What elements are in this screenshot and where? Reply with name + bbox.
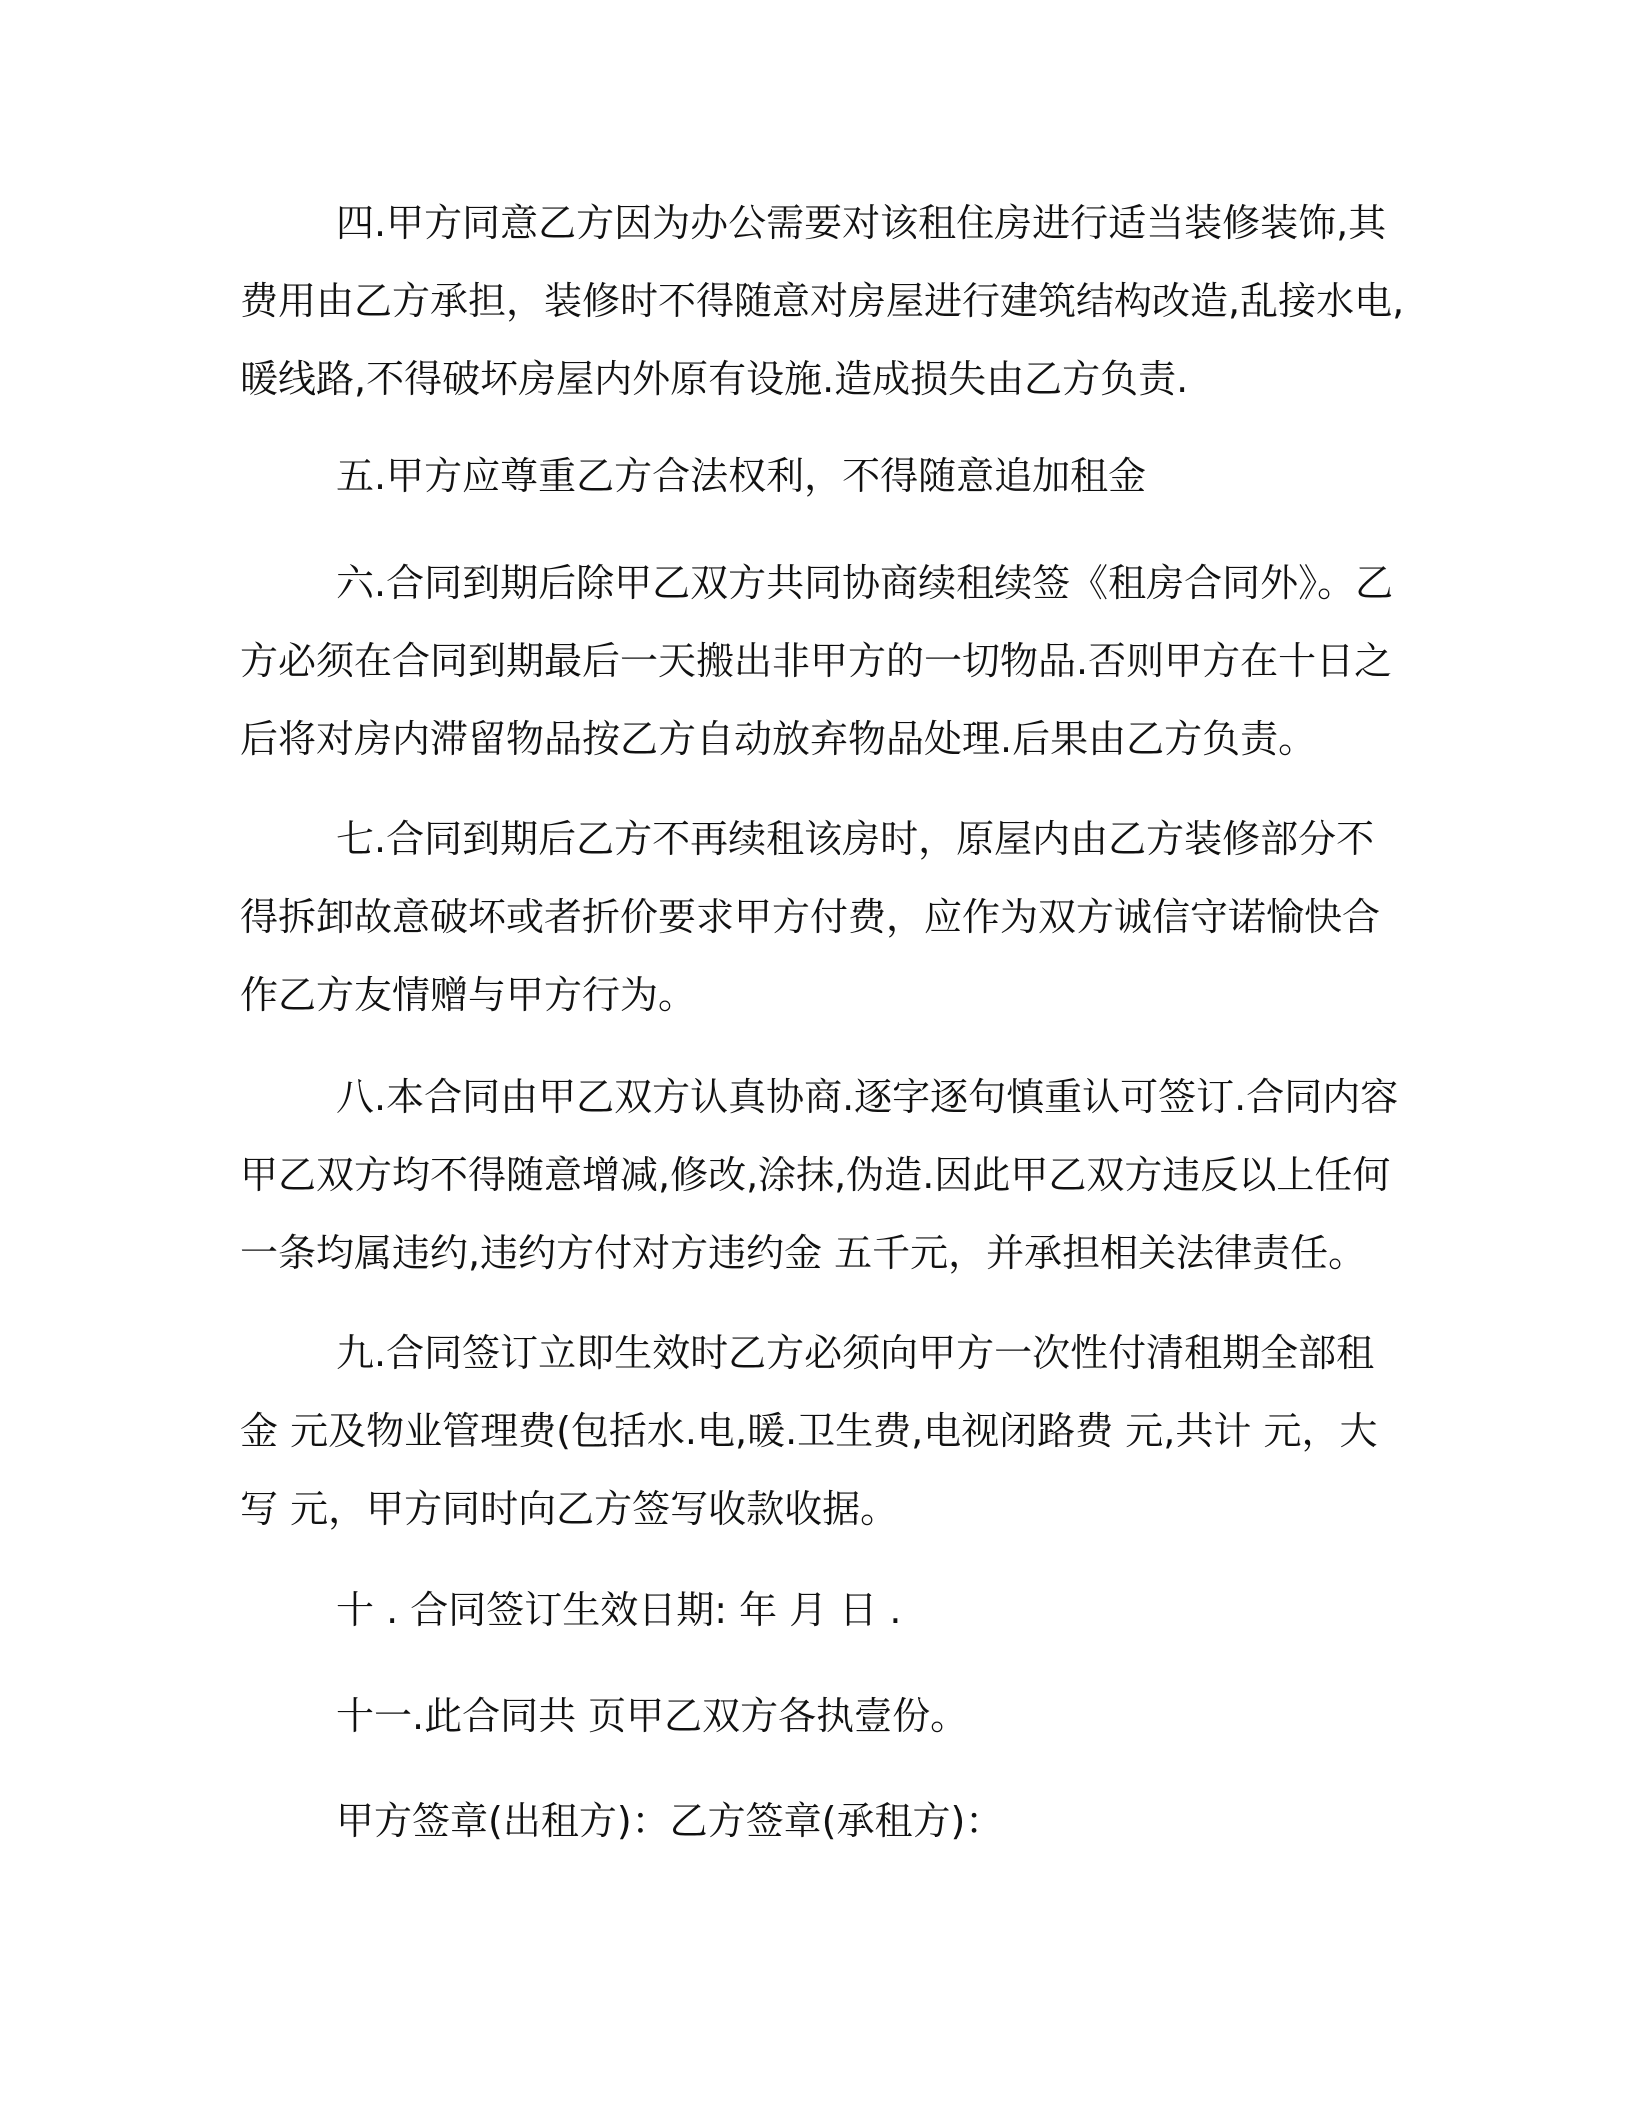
clause-6: 六.合同到期后除甲乙双方共同协商续租续签《租房合同外》。乙方必须在合同到期最后一天搬出非甲方的一切物品.否则甲方在十日之后将对房内滞留物品按乙方自动放弃物品处理.后果由乙方负责。 [240,561,1394,761]
clause-10: 十 . 合同签订生效日期: 年 月 日 . [336,1588,902,1632]
clause-5: 五.甲方应尊重乙方合法权利，不得随意追加租金 [336,454,1147,498]
clause-9: 九.合同签订立即生效时乙方必须向甲方一次性付清租期全部租金 元及物业管理费(包括水.电,暖.卫生费,电视闭路费 元,共计 元，大写 元，甲方同时向乙方签写收款收据。 [240,1331,1378,1531]
clause-7: 七.合同到期后乙方不再续租该房时，原屋内由乙方装修部分不得拆卸故意破坏或者折价要求甲方付费，应作为双方诚信守诺愉快合作乙方友情赠与甲方行为。 [240,817,1381,1017]
clause-11: 十一.此合同共 页甲乙双方各执壹份。 [336,1694,969,1738]
signature-line: 甲方签章(出租方)：乙方签章(承租方)： [336,1799,1004,1843]
clause-8: 八.本合同由甲乙双方认真协商.逐字逐句慎重认可签订.合同内容甲乙双方均不得随意增减,修改,涂抹,伪造.因此甲乙双方违反以上任何一条均属违约,违约方付对方违约金 五千元，并承担相关法律责任。 [240,1075,1399,1275]
clause-4: 四.甲方同意乙方因为办公需要对该租住房进行适当装修装饰,其费用由乙方承担，装修时不得随意对房屋进行建筑结构改造,乱接水电,暖线路,不得破坏房屋内外原有设施.造成损失由乙方负责. [240,201,1405,401]
